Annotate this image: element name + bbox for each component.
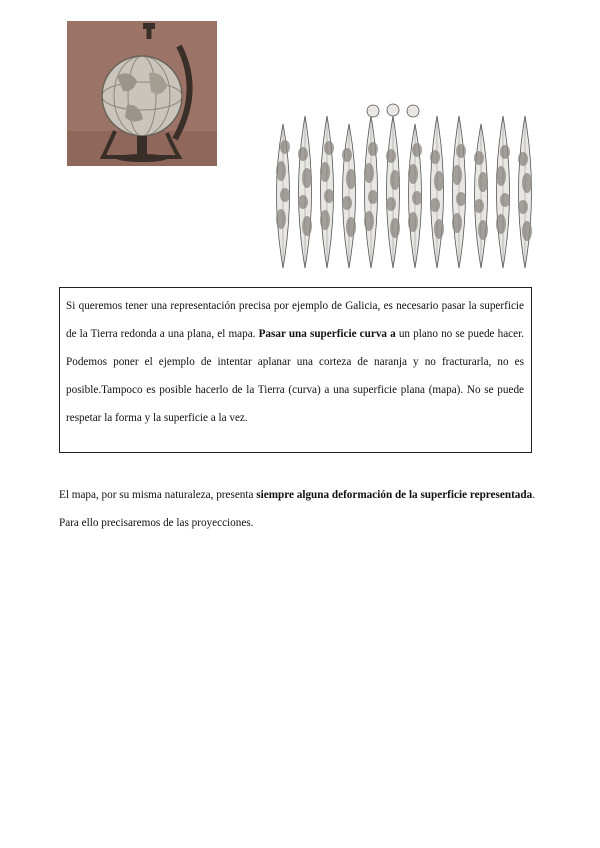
map-gore — [452, 116, 466, 268]
para-text-bold: siempre alguna deformación de la superficie representada — [256, 489, 533, 501]
map-gore — [320, 116, 334, 268]
explanation-box — [59, 287, 532, 453]
body-paragraph — [59, 481, 539, 537]
globe-photo — [67, 21, 217, 166]
box-text-1: Si queremos tener una representación precisa por ejemplo de Galicia, es necesario pasar la superficie de la Tierra redonda a una plana, el mapa. — [66, 300, 524, 340]
map-gore — [518, 116, 532, 268]
map-gores-figure — [272, 102, 536, 270]
map-gore — [342, 124, 356, 268]
box-text-2: un plano no se puede hacer. Podemos poner el ejemplo de intentar aplanar una corteza de naranja y no fracturarla, no es posible.Tampoco es posible hacerlo de la Tierra (curva) a una superficie plana (mapa). No se puede respetar la forma y la superficie a la vez. — [66, 328, 524, 424]
map-gore — [298, 116, 312, 268]
para-text-2: . Para ello precisaremos de las proyecciones. — [59, 489, 535, 529]
map-gore — [408, 124, 422, 268]
map-gore — [276, 124, 290, 268]
polar-cap — [407, 105, 419, 117]
para-text-1: El mapa, por su misma naturaleza, presenta — [59, 489, 257, 501]
map-gore — [364, 116, 378, 268]
map-gore — [474, 124, 488, 268]
world-map-gores-icon — [272, 102, 536, 270]
polar-cap — [387, 104, 399, 116]
map-gore — [430, 116, 444, 268]
map-gore — [386, 116, 400, 268]
polar-cap — [367, 105, 379, 117]
globe-on-stand-icon — [67, 21, 217, 166]
box-text-bold: Pasar una superficie curva a — [258, 328, 396, 340]
map-gore — [496, 116, 510, 268]
